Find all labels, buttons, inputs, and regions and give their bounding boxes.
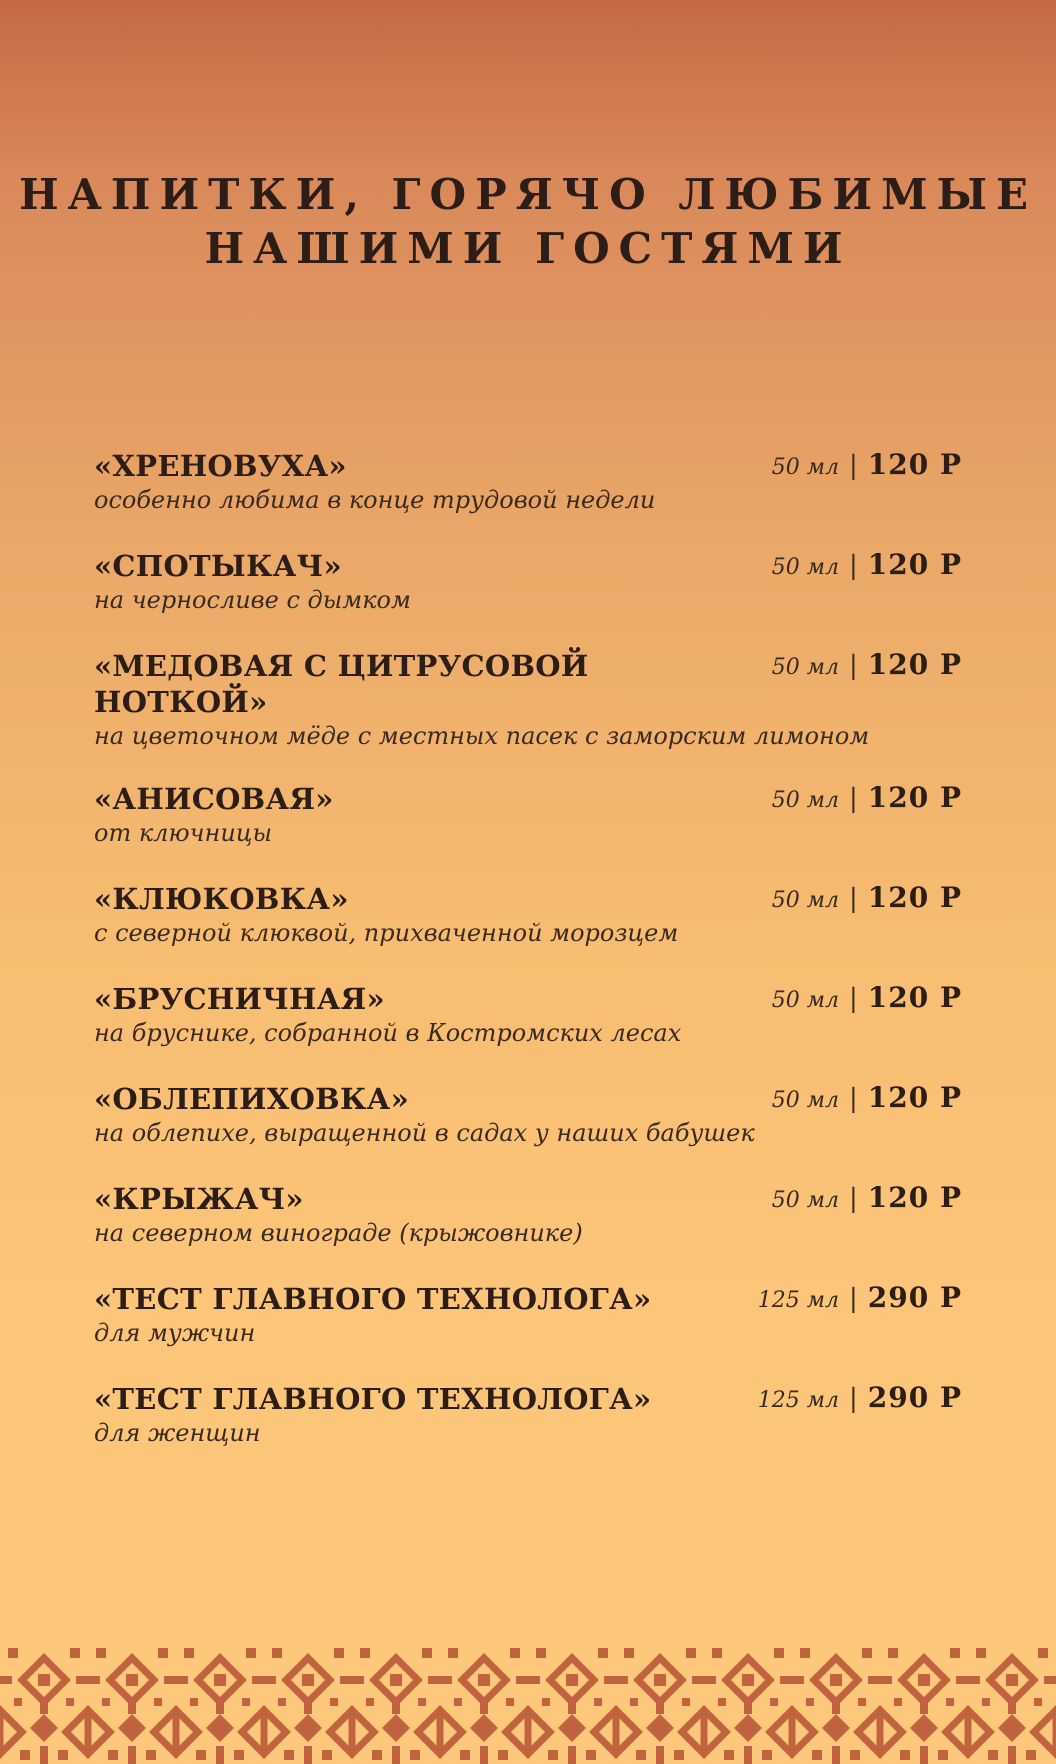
title-line-2: НАШИМИ ГОСТЯМИ xyxy=(204,224,852,273)
item-price: 120 Р xyxy=(867,781,962,814)
item-name: «СПОТЫКАЧ» xyxy=(94,549,342,583)
drinks-list xyxy=(94,448,962,1481)
item-description: на облепихе, выращенной в садах у наших бабушек xyxy=(94,1119,755,1147)
item-price: 120 Р xyxy=(867,548,962,581)
price-separator: | xyxy=(848,651,858,681)
item-volume: 50 мл xyxy=(771,455,839,480)
item-description: на цветочном мёде с местных пасек с заморским лимоном xyxy=(94,722,870,750)
item-volume: 50 мл xyxy=(771,1088,839,1113)
price-separator: | xyxy=(848,551,858,581)
title-line-1: НАПИТКИ, ГОРЯЧО ЛЮБИМЫЕ xyxy=(18,170,1038,219)
item-price-block xyxy=(772,781,962,817)
item-name: «ТЕСТ ГЛАВНОГО ТЕХНОЛОГА» xyxy=(94,1282,652,1316)
item-volume: 50 мл xyxy=(771,1188,839,1213)
item-price-block xyxy=(772,648,962,684)
item-price-block xyxy=(772,981,962,1017)
menu-item xyxy=(94,648,962,781)
item-volume: 50 мл xyxy=(771,555,839,580)
item-price: 120 Р xyxy=(867,1081,962,1114)
item-description: от ключницы xyxy=(94,819,273,847)
item-price-block xyxy=(758,1281,962,1317)
item-description: на черносливе с дымком xyxy=(94,586,411,614)
price-separator: | xyxy=(848,884,858,914)
item-price-block xyxy=(772,1181,962,1217)
folk-ornament-border xyxy=(0,1640,1056,1764)
menu-item xyxy=(94,881,962,981)
item-price: 290 Р xyxy=(867,1281,962,1314)
menu-item xyxy=(94,1281,962,1381)
menu-item xyxy=(94,781,962,881)
item-volume: 50 мл xyxy=(771,788,839,813)
item-price: 120 Р xyxy=(867,881,962,914)
menu-item xyxy=(94,1181,962,1281)
item-name: «ХРЕНОВУХА» xyxy=(94,449,347,483)
item-name: «КЛЮКОВКА» xyxy=(94,882,349,916)
menu-item xyxy=(94,548,962,648)
item-description: на бруснике, собранной в Костромских лесах xyxy=(94,1019,682,1047)
item-name: «ТЕСТ ГЛАВНОГО ТЕХНОЛОГА» xyxy=(94,1382,652,1416)
price-separator: | xyxy=(848,1084,858,1114)
item-name: «АНИСОВАЯ» xyxy=(94,782,334,816)
price-separator: | xyxy=(848,1184,858,1214)
item-name: «МЕДОВАЯ С ЦИТРУСОВОЙ НОТКОЙ» xyxy=(94,649,589,719)
item-description: для женщин xyxy=(94,1419,261,1447)
price-separator: | xyxy=(848,984,858,1014)
price-separator: | xyxy=(848,451,858,481)
item-price: 120 Р xyxy=(867,448,962,481)
item-volume: 125 мл xyxy=(757,1288,839,1313)
item-volume: 50 мл xyxy=(771,655,839,680)
menu-item xyxy=(94,1381,962,1481)
item-description: с северной клюквой, прихваченной морозцем xyxy=(94,919,679,947)
ornament-pattern xyxy=(0,1640,1056,1764)
item-price-block xyxy=(772,881,962,917)
price-separator: | xyxy=(848,1384,858,1414)
item-description: на северном винограде (крыжовнике) xyxy=(94,1219,583,1247)
price-separator: | xyxy=(848,784,858,814)
menu-item xyxy=(94,981,962,1081)
item-description: для мужчин xyxy=(94,1319,256,1347)
item-price-block xyxy=(772,1081,962,1117)
item-name: «БРУСНИЧНАЯ» xyxy=(94,982,385,1016)
item-volume: 50 мл xyxy=(771,988,839,1013)
price-separator: | xyxy=(848,1284,858,1314)
menu-item xyxy=(94,1081,962,1181)
item-volume: 50 мл xyxy=(771,888,839,913)
item-price-block xyxy=(758,1381,962,1417)
item-price: 120 Р xyxy=(867,981,962,1014)
page-title xyxy=(0,168,1056,276)
item-price-block xyxy=(772,448,962,484)
item-name: «КРЫЖАЧ» xyxy=(94,1182,304,1216)
item-price: 290 Р xyxy=(867,1381,962,1414)
item-price-block xyxy=(772,548,962,584)
item-price: 120 Р xyxy=(867,648,962,681)
menu-item xyxy=(94,448,962,548)
item-volume: 125 мл xyxy=(757,1388,839,1413)
item-price: 120 Р xyxy=(867,1181,962,1214)
item-name: «ОБЛЕПИХОВКА» xyxy=(94,1082,409,1116)
item-description: особенно любима в конце трудовой недели xyxy=(94,486,656,514)
